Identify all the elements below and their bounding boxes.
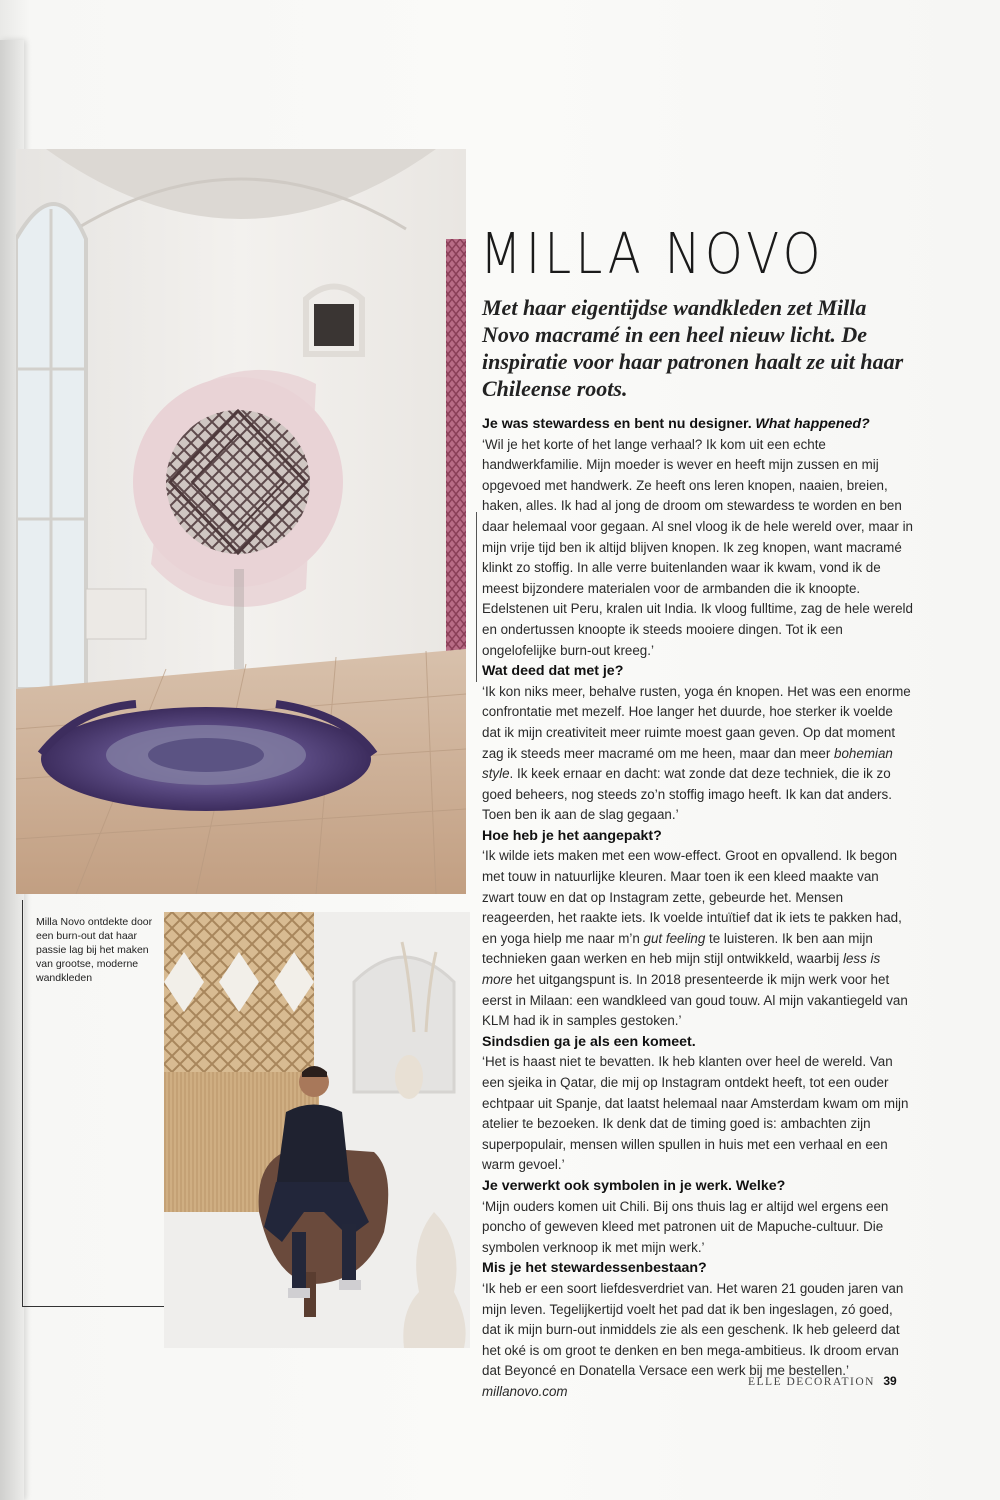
answer-4: ‘Het is haast niet te bevatten. Ik heb klanten over heel de wereld. Van een sjeika in Qatar, die mij op Instagram ontdekt heeft, tot een ouder echtpaar uit Spanje, dat laatst helemaal naar Amsterdam kwam om mijn atelier te bezoeken. Ik denk dat de timing goed is: ambachten zijn superpopulair, mensen willen spullen in huis met een verhaal en een warm gevoel.’ <box>482 1054 909 1173</box>
question-1-text: Je was stewardess en bent nu designer. <box>482 416 752 432</box>
answer-3 <box>482 846 914 1031</box>
answer-5: ‘Mijn ouders komen uit Chili. Bij ons thuis lag er altijd wel ergens een poncho of geweven kleed met patronen uit de Mapuche-cultuur. Die symbolen verknoop ik met mijn werk.’ <box>482 1198 889 1255</box>
page-footer <box>748 1374 918 1388</box>
answer-1: ‘Wil je het korte of het lange verhaal? Ik kom uit een echte handwerkfamilie. Mijn moeder is wever en heeft mijn zussen en mij opgevoed met handwerk. Ze heeft ons leren knopen, naaien, breien, haken, alles. Ik had al jong de droom om stewardess te worden en ben daar helemaal voor gegaan. Al snel vloog ik de hele wereld over, maar in mijn vrije tijd ben ik altijd blijven knopen. Ik zeg knopen, want macramé klinkt zo stoffig. In alle verre buitenlanden waar ik kwam, vond ik de meest bijzondere materialen voor de armbanden die ik knoopte. Edelstenen uit Peru, kralen uit India. Ik vloog fulltime, zag de hele wereld en ondertussen knoopte ik steeds mooiere dingen. Tot ik een ongelofelijke burn-out kreeg.’ <box>482 436 913 658</box>
caption-rule-vertical <box>22 900 23 1306</box>
answer-3-text-a: ‘Ik wilde iets maken met een wow-effect. Groot en opvallend. Ik begon met touw in natuurlijke kleuren. Maar toen ik een kleed maakte van zwart touw en dat op Instagram zette, gebeurde het. Mensen reageerden, het raakte iets. Ik voelde intuïtief dat ik iets te pakken had, en yoga hielp me naar m’n <box>482 848 902 946</box>
answer-3-text-b: te luisteren. Ik ben aan mijn technieken gaan werken en heb mijn stijl ontwikkeld, waarbij <box>482 930 873 967</box>
website-reference: millanovo.com <box>482 1383 568 1399</box>
article-title: MILLA NOVO <box>480 222 825 287</box>
question-4: Sindsdien ga je als een komeet. <box>482 1033 696 1050</box>
answer-3-emphasis-a: gut feeling <box>643 930 706 946</box>
answer-2-emphasis: bohemian style <box>482 745 893 782</box>
gallery-photo <box>16 149 466 894</box>
article-intro: Met haar eigentijdse wandkleden zet Milla Novo macramé in een heel nieuw licht. De inspiratie voor haar patronen haalt ze uit haar Chileense roots. <box>482 295 904 401</box>
question-6: Mis je het stewardessenbestaan? <box>482 1260 707 1277</box>
layout-bracket <box>466 512 477 682</box>
answer-3-emphasis-b: less is more <box>482 951 881 988</box>
page-number: 39 <box>883 1374 897 1388</box>
question-3: Hoe heb je het aangepakt? <box>482 827 662 844</box>
question-5: Je verwerkt ook symbolen in je werk. Welke? <box>482 1177 786 1194</box>
question-2: Wat deed dat met je? <box>482 663 624 680</box>
question-1 <box>482 414 914 435</box>
article-body <box>482 414 914 1403</box>
answer-6-text: ‘Ik heb er een soort liefdesverdriet van. Het waren 21 gouden jaren van mijn leven. Tegelijkertijd voelt het pad dat ik ben ingeslagen, zó goed, dat ik mijn burn-out inmiddels zie als een geschenk. Ik heb geleerd dat het oké is om groot te denken en ben mega-ambitieus. Ik droom ervan dat Beyoncé en Donatella Versace een werk bij me bestellen.’ <box>482 1280 904 1379</box>
answer-2-text-a: ‘Ik kon niks meer, behalve rusten, yoga én knopen. Het was een enorme confrontatie met mezelf. Hoe langer het duurde, hoe sterker ik voelde dat ik mijn creativiteit meer ruimte moest gaan geven. Op dat moment zag ik steeds meer macramé om me heen, maar dan meer <box>482 683 911 761</box>
answer-2 <box>482 682 914 826</box>
magazine-name: ELLE DECORATION <box>748 1376 875 1388</box>
answer-2-text-b: . Ik keek ernaar en dacht: wat zonde dat deze techniek, die ik zo goed beheers, nog steeds zo’n stoffig imago heeft. Ik kan dat anders. Toen ben ik aan de slag gegaan.’ <box>482 766 892 823</box>
portrait-photo <box>164 912 470 1348</box>
caption-rule-horizontal <box>22 1306 164 1307</box>
question-1-emphasis: What happened? <box>755 416 870 432</box>
answer-3-text-c: het uitgangspunt is. In 2018 presenteerde ik mijn werk voor het eerst in Milaan: een wandkleed van goud touw. Al mijn vakantiegeld van KLM had ik in samples gestoken.’ <box>482 972 908 1029</box>
photo-caption: Milla Novo ontdekte door een burn-out dat haar passie lag bij het maken van grootse, moderne wandkleden <box>36 916 153 984</box>
